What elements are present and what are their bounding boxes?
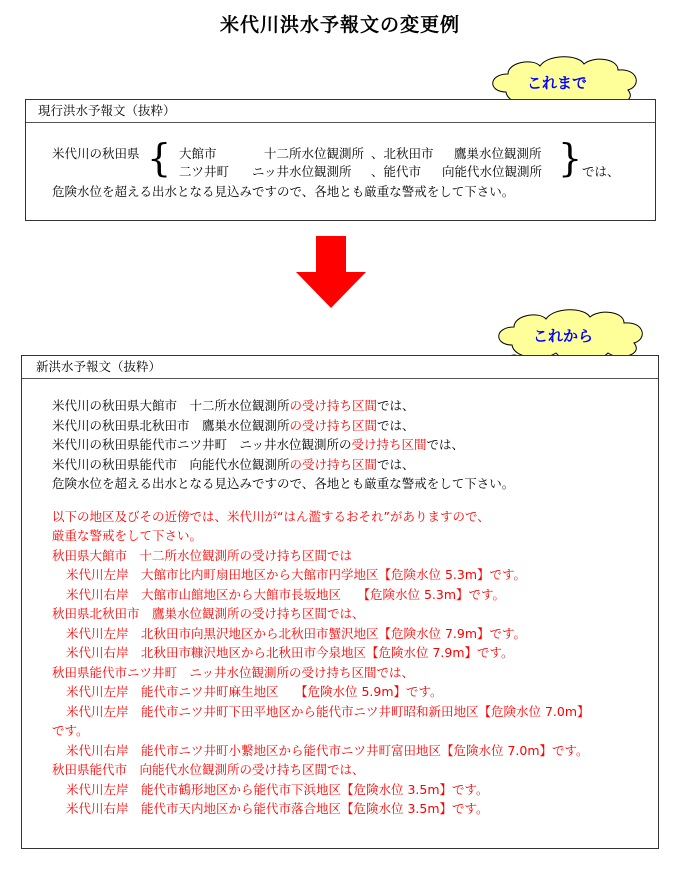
forecast-line xyxy=(52,396,590,416)
new-forecast-section-flood-areas xyxy=(52,507,590,819)
flood-section-line: 厳重な警戒をして下さい。 xyxy=(52,528,203,543)
old-warning: 危険水位を超える出水となる見込みですので、各地とも厳重な警戒をして下さい。 xyxy=(52,184,515,199)
text-segment: 米代川の秋田県北秋田市 鷹巣水位観測所 xyxy=(52,417,290,433)
flood-section-line: 秋田県大館市 十二所水位観測所の受け持ち区間では xyxy=(52,547,353,563)
divider xyxy=(26,122,655,123)
flood-area-line: 米代川左岸 能代市ニツ井町下田平地区から能代市ニツ井町昭和新田地区【危険水位 7.0m】 xyxy=(66,703,590,719)
text-segment: では、 xyxy=(426,437,465,452)
new-forecast-box xyxy=(21,355,659,849)
flood-section-line: 秋田県能代市ニツ井町 ニッ井水位観測所の受け持ち区間では、 xyxy=(52,664,415,680)
old-city-3: 二ツ井町 xyxy=(179,164,230,179)
divider xyxy=(22,378,658,379)
current-forecast-box xyxy=(25,99,656,221)
flood-area-line: 米代川右岸 能代市ニツ井町小繋地区から能代市ニツ井町富田地区【危険水位 7.0m】です。 xyxy=(66,742,589,758)
new-forecast-label: 新洪水予報文（抜粋） xyxy=(36,359,162,374)
flood-area-line: 米代川左岸 大館市比内町扇田地区から大館市円学地区【危険水位 5.3m】です。 xyxy=(66,567,527,582)
old-city-4: 、能代市 xyxy=(371,164,422,179)
flood-area-line: 米代川左岸 能代市ニツ井町麻生地区 【危険水位 5.9m】です。 xyxy=(66,684,443,699)
old-station-2: 鷹巣水位観測所 xyxy=(454,146,542,161)
highlight-text: 受け持ち区間 xyxy=(351,437,427,452)
text-segment: では、 xyxy=(377,398,415,413)
flood-section-line: 秋田県北秋田市 鷹巣水位観測所の受け持ち区間では、 xyxy=(52,606,365,621)
new-forecast-body xyxy=(52,396,590,819)
old-suffix: では、 xyxy=(582,164,620,179)
old-station-3: ニッ井水位観測所 xyxy=(252,164,352,179)
text-segment: 米代川の秋田県能代市 向能代水位観測所 xyxy=(52,456,290,472)
text-segment: では、 xyxy=(377,456,415,472)
flood-section-line: 秋田県能代市 向能代水位観測所の受け持ち区間では、 xyxy=(52,762,365,777)
text-segment: 米代川の秋田県能代市ニツ井町 ニッ井水位観測所の xyxy=(52,437,352,452)
text-segment: では、 xyxy=(377,417,415,433)
new-forecast-section-main xyxy=(52,396,590,494)
flood-area-line: 米代川左岸 能代市鶴形地区から能代市下浜地区【危険水位 3.5m】です。 xyxy=(66,781,489,797)
right-brace: } xyxy=(558,136,583,180)
forecast-line xyxy=(52,416,590,436)
flood-area-line: 米代川左岸 北秋田市向黒沢地区から北秋田市蟹沢地区【危険水位 7.9m】です。 xyxy=(66,625,527,641)
old-city-2: 、北秋田市 xyxy=(371,146,434,161)
text-segment: 危険水位を超える出水となる見込みですので、各地とも厳重な警戒をして下さい。 xyxy=(52,476,515,491)
old-city-1: 大館市 xyxy=(179,146,217,161)
flood-section-line: です。 xyxy=(52,723,89,738)
flood-area-line: 米代川右岸 能代市天内地区から能代市落合地区【危険水位 3.5m】です。 xyxy=(66,801,489,816)
cloud-label-after: これから xyxy=(532,327,593,345)
forecast-line xyxy=(52,435,590,455)
forecast-line xyxy=(52,474,590,494)
old-station-4: 向能代水位観測所 xyxy=(442,164,543,179)
cloud-label-before: これまで xyxy=(526,74,587,92)
flood-area-line: 米代川右岸 北秋田市糠沢地区から北秋田市今泉地区【危険水位 7.9m】です。 xyxy=(66,645,514,660)
down-arrow-icon xyxy=(294,236,368,310)
old-station-1: 十二所水位観測所 xyxy=(264,146,365,161)
flood-section-line: 以下の地区及びその近傍では、米代川が“はん濫するおそれ”がありますので、 xyxy=(52,508,490,524)
forecast-line xyxy=(52,455,590,475)
current-forecast-label: 現行洪水予報文（抜粋） xyxy=(38,103,176,118)
highlight-text: の受け持ち区間 xyxy=(289,456,378,472)
left-brace: { xyxy=(147,136,172,180)
page-title: 米代川洪水予報文の変更例 xyxy=(219,14,460,36)
highlight-text: の受け持ち区間 xyxy=(289,398,378,413)
old-prefix: 米代川の秋田県 xyxy=(52,146,140,161)
flood-area-line: 米代川右岸 大館市山館地区から大館市長坂地区 【危険水位 5.3m】です。 xyxy=(66,586,506,602)
text-segment: 米代川の秋田県大館市 十二所水位観測所 xyxy=(52,398,290,413)
highlight-text: の受け持ち区間 xyxy=(289,417,378,433)
